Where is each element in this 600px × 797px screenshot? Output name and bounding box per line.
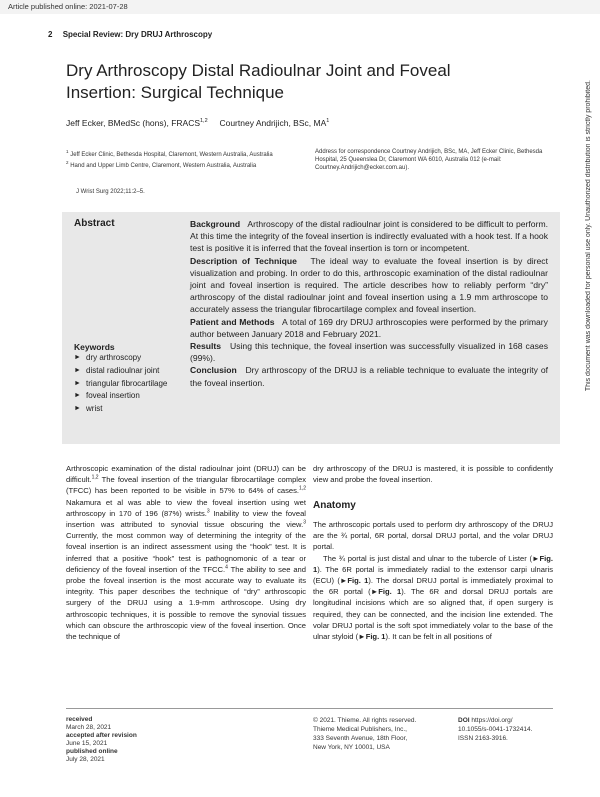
body-column-left (66, 463, 306, 642)
abstract-subheading: Results (190, 341, 222, 352)
author-name: Courtney Andrijich, BSc, MA (219, 118, 327, 128)
doi-label: DOI (458, 717, 470, 724)
affil-text: Hand and Upper Limb Centre, Claremont, Western Australia, Australia (70, 163, 257, 169)
affil-marker: 2 (66, 160, 69, 165)
article-title: Dry Arthroscopy Distal Radioulnar Joint and Foveal Insertion: Surgical Technique (66, 61, 451, 102)
keyword-item (74, 365, 184, 378)
author-affil-ref: 1,2 (200, 118, 208, 125)
copyright: © 2021. Thieme. All rights reserved. (313, 717, 417, 724)
body-paragraph: dry arthroscopy of the DRUJ is mastered, it is possible to confidently view and probe the foveal insertion. (313, 464, 553, 485)
keyword-item (74, 390, 184, 403)
keyword-text: wrist (86, 404, 103, 414)
reference-marker: 3 (303, 519, 306, 526)
arrow-right-icon: ► (74, 392, 81, 400)
affiliations (66, 148, 306, 170)
affil-text: Jeff Ecker Clinic, Bethesda Hospital, Claremont, Western Australia, Australia (70, 152, 273, 158)
abstract-results (190, 340, 548, 364)
doi-link[interactable]: https://doi.org/ (471, 717, 513, 724)
abstract-paragraph: Using this technique, the foveal insertion was successfully visualized in 168 cases (99%). (190, 341, 548, 364)
footer-divider (66, 708, 553, 709)
running-header (48, 30, 212, 39)
arrow-right-icon: ► (74, 379, 81, 387)
body-text: Nakamura et al was able to view the foveal insertion using wet arthroscopy in 170 of 196 (87%) wrists. (66, 497, 306, 518)
doi-block (458, 716, 558, 743)
reference-marker: 3 (206, 508, 210, 515)
reference-marker: 1,2 (91, 474, 99, 481)
figure-link[interactable]: ►Fig. 1 (339, 576, 369, 586)
author-name: Jeff Ecker, BMedSc (hons), FRACS (66, 118, 200, 128)
publisher-address: New York, NY 10001, USA (313, 744, 390, 751)
author-list (66, 118, 329, 128)
affiliation (66, 148, 306, 159)
abstract-paragraph: The ideal way to evaluate the foveal insertion is by direct visualization and probing. In order to do this, arthroscopic examination of the distal radioulnar joint and foveal insertion is required. The article describes how to reliably perform “dry” arthroscopy of the distal radioulnar joint and foveal insertion using a 1.9 mm arthroscope to accurately assess the triangular fibrocartilage complex and foveal insertion. (190, 255, 548, 315)
published-note: Article published online: 2021-07-28 (0, 0, 600, 14)
download-notice: This document was downloaded for personal use only. Unauthorized distribution is strictly prohibited. (585, 80, 592, 392)
date-label: received (66, 716, 93, 723)
publisher: Thieme Medical Publishers, Inc., (313, 726, 407, 733)
body-paragraph (66, 463, 306, 642)
keyword-item (74, 403, 184, 416)
abstract-subheading: Description of Technique (190, 255, 297, 266)
keyword-text: dry arthroscopy (86, 353, 142, 362)
abstract-patients (190, 316, 548, 340)
body-text: ). The dorsal DRUJ portal is immediately proximal to the 6R portal ( (313, 576, 553, 597)
affiliation (66, 159, 306, 170)
publisher-address: 333 Seventh Avenue, 18th Floor, (313, 735, 408, 742)
date-value: July 28, 2021 (66, 756, 105, 763)
affil-marker: 1 (66, 149, 69, 154)
date-label: accepted after revision (66, 732, 137, 739)
issn: ISSN 2163-3916. (458, 735, 508, 742)
figure-link[interactable]: ►Fig. 1 (313, 553, 553, 574)
abstract-paragraph: Arthroscopy of the distal radioulnar joint is considered to be difficult to perform. At this time the integrity of the foveal insertion is indirectly evaluated with a hook test. If a hook test is positive it is inferred that the foveal insertion is torn or incompetent. (190, 219, 548, 254)
body-text: The ¾ portal is just distal and ulnar to the tubercle of Lister ( (323, 553, 532, 563)
keyword-item (74, 352, 184, 365)
keywords-label: Keywords (74, 342, 115, 352)
arrow-right-icon: ► (74, 366, 81, 374)
body-column-right (313, 519, 553, 642)
correspondence: Address for correspondence Courtney Andrijich, BSc, MA, Jeff Ecker Clinic, Bethesda Hospital, 25 Queenslea Dr, Claremont WA 6010, Australia 012 (e-mail: Courtney.Andrijich@ecker.com.au). (315, 149, 543, 171)
keyword-list (74, 352, 184, 416)
arrow-right-icon: ► (74, 405, 81, 413)
author-affil-ref: 1 (326, 118, 330, 125)
body-paragraph: The arthroscopic portals used to perform dry arthroscopy of the DRUJ are the ¾ portal, 6R portal, dorsal DRUJ portal, and the volar DRUJ portal. (313, 520, 553, 552)
date-label: published online (66, 748, 118, 755)
doi-line (458, 716, 558, 725)
section-heading-anatomy: Anatomy (313, 500, 356, 511)
abstract-paragraph: Dry arthroscopy of the DRUJ is a reliable technique to evaluate the integrity of the foveal insertion. (190, 365, 548, 388)
body-text: Inability to view the foveal insertion was attributed to synovial tissue obscuring the view. (66, 508, 306, 530)
doi-id: 10.1055/s-0041-1732414. (458, 726, 533, 733)
body-text: ). The 6R portal is immediately radial to the extensor carpi ulnaris (ECU) ( (313, 564, 553, 586)
date-value: March 28, 2021 (66, 724, 112, 731)
abstract-subheading: Patient and Methods (190, 316, 275, 327)
running-title: Special Review: Dry DRUJ Arthroscopy (62, 30, 213, 39)
page-number: 2 (48, 30, 53, 39)
citation: J Wrist Surg 2022;11:2–5. (76, 189, 145, 195)
article-dates (66, 716, 137, 764)
body-text: Arthroscopic examination of the distal radioulnar joint (DRUJ) can be difficult. (66, 464, 306, 485)
body-paragraph (313, 553, 553, 643)
body-column-right-top (313, 463, 553, 485)
body-text: Currently, the most common way of determining the integrity of the foveal insertion is an indirect assessment using the “hook” test. It is inferred that a positive “hook” test is pathognomonic of a tear or deficiency of the foveal insertion of the TFCC. (66, 531, 306, 574)
abstract-conclusion (190, 364, 548, 388)
figure-link[interactable]: ►Fig. 1 (370, 587, 402, 597)
abstract-paragraph: A total of 169 dry DRUJ arthroscopies were performed by the primary author between January 2018 and February 2021. (190, 316, 548, 339)
copyright-block (313, 716, 453, 752)
abstract-technique (190, 255, 548, 316)
reference-marker: 1,2 (299, 485, 306, 492)
abstract-background (190, 218, 548, 255)
body-text: ). The 6R and dorsal DRUJ portals are longitudinal incisions which are so aligned that, if open surgery is required, they can be connected, and the incision line extended. The volar DRUJ portal is the soft spot immediately volar to the base of the ulnar styloid ( (313, 587, 553, 642)
keyword-text: distal radioulnar joint (86, 365, 160, 375)
keyword-text: triangular fibrocartilage (86, 378, 168, 388)
abstract-subheading: Conclusion (190, 365, 237, 376)
abstract-text (190, 218, 548, 389)
arrow-right-icon: ► (74, 354, 81, 361)
keyword-item (74, 378, 184, 391)
body-text: ). It can be felt in all positions of (385, 632, 492, 642)
abstract-subheading: Background (190, 219, 241, 229)
body-text: The foveal insertion of the triangular fibrocartilage complex (TFCC) has been reported to be visible in 57% to 64% of cases. (66, 475, 306, 496)
figure-link[interactable]: ►Fig. 1 (358, 632, 386, 642)
reference-marker: 4 (225, 564, 228, 571)
date-value: June 15, 2021 (66, 740, 108, 747)
body-text: The ability to see and probe the foveal insertion is the most accurate way to evaluate its integrity. This paper describes the technique of “dry” arthroscopic surgery of the DRUJ using a 1.9-mm arthroscope. Using dry arthroscopic techniques, it is possible to remove the synovial tissues which can obscure the arthroscopic view of the foveal insertion. Once the technique of (66, 564, 306, 642)
abstract-label: Abstract (74, 218, 115, 229)
keyword-text: foveal insertion (86, 391, 140, 401)
